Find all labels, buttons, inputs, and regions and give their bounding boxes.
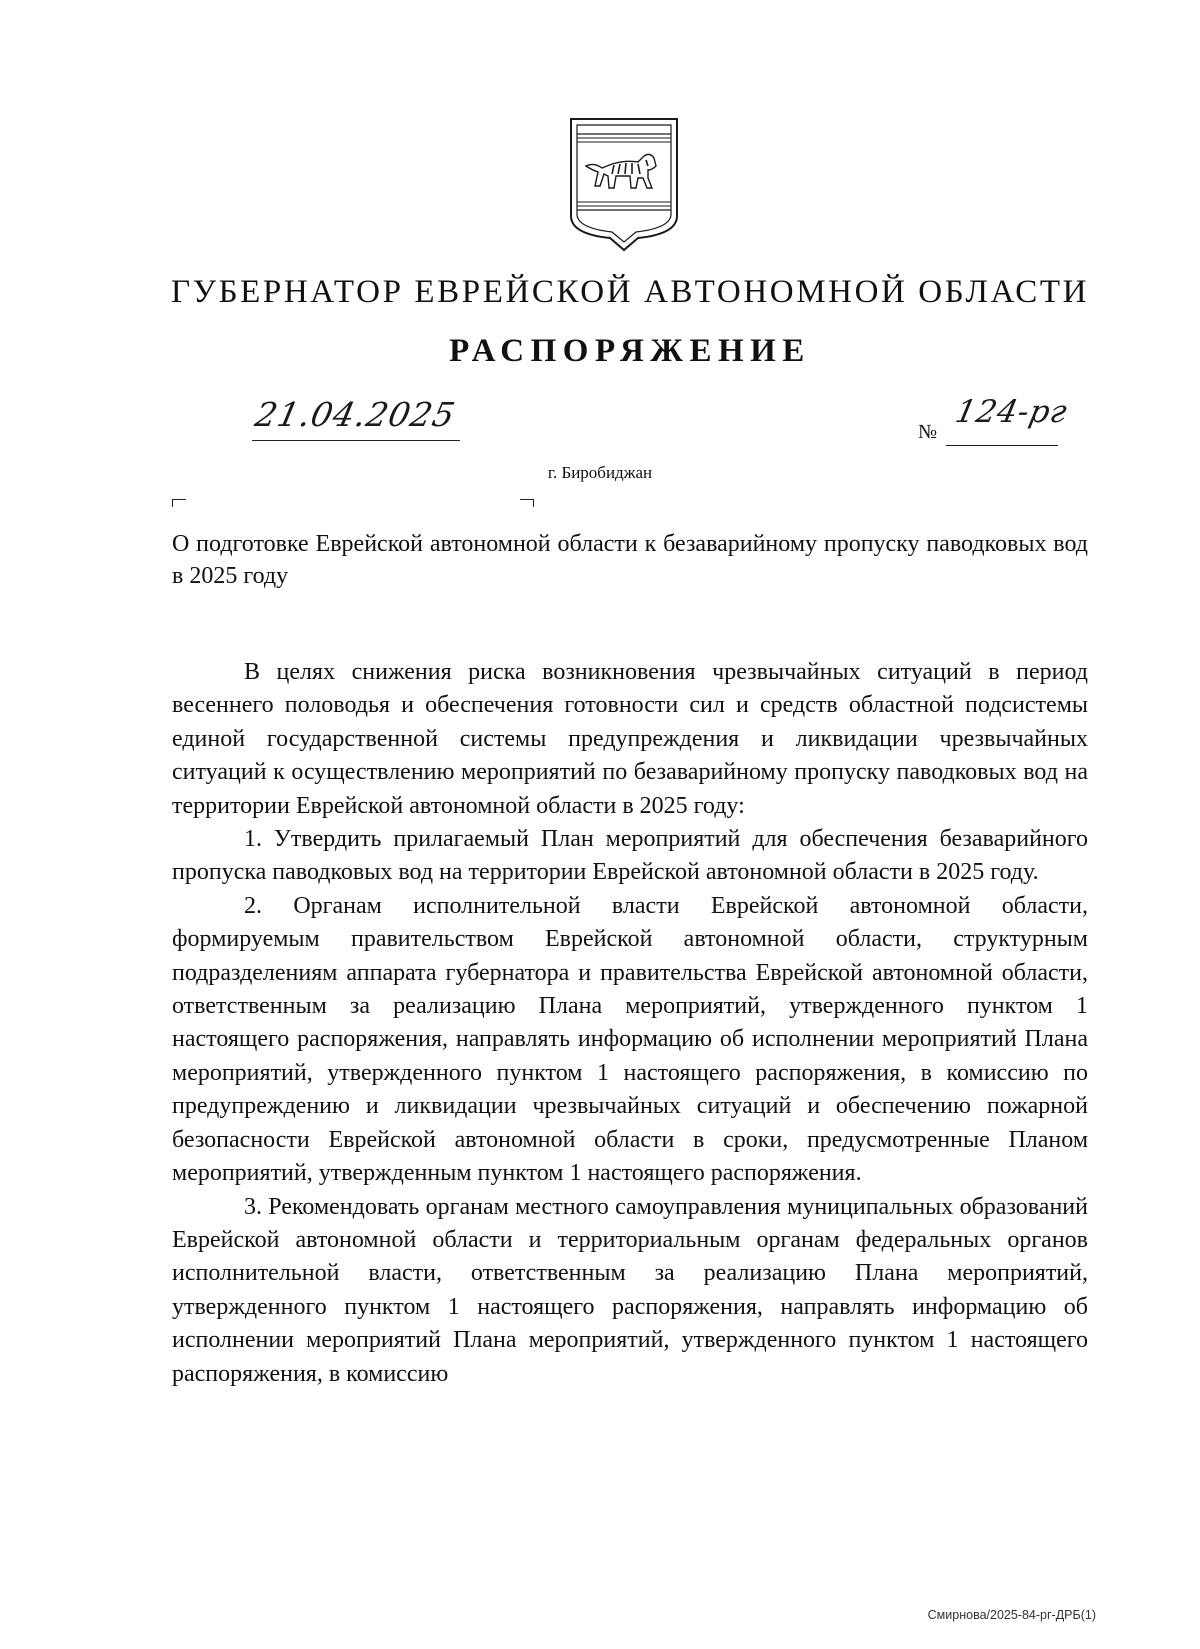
handwritten-date: 21.04.2025 (251, 395, 460, 434)
preamble-paragraph: В целях снижения риска возникновения чрезвычайных ситуаций в период весеннего половодья и обеспечения готовности сил и средств областной подсистемы единой государственной системы предупреждения и ликвидации чрезвычайных ситуаций к осуществлению мероприятий по безаварийному пропуску паводковых вод на территории Еврейской автономной области в 2025 году: (172, 659, 1088, 819)
coat-of-arms-icon (568, 116, 680, 252)
item-paragraph-2: 2. Органам исполнительной власти Еврейской автономной области, формируемым правительством Еврейской автономной области, структурным подразделениям аппарата губернатора и правительства Еврейской автономной области, ответственным за реализацию Плана мероприятий, утвержденного пунктом 1 настоящего распоряжения, направлять информацию об исполнении мероприятий Плана мероприятий, утвержденного пунктом 1 настоящего распоряжения, в комиссию по предупреждению и ликвидации чрезвычайных ситуаций и обеспечению пожарной безопасности Еврейской автономной области в сроки, предусмотренные Планом мероприятий, утвержденным пунктом 1 настоящего распоряжения. (172, 892, 1088, 1187)
issuing-authority: ГУБЕРНАТОР ЕВРЕЙСКОЙ АВТОНОМНОЙ ОБЛАСТИ (170, 274, 1090, 310)
footer-document-code: Смирнова/2025-84-рг-ДРБ(1) (927, 1608, 1096, 1622)
number-sign: № (918, 421, 938, 443)
document-type: РАСПОРЯЖЕНИЕ (449, 333, 811, 369)
date-field (252, 395, 460, 441)
city-line: г. Биробиджан (547, 463, 653, 482)
document-body (172, 656, 1088, 1391)
item-paragraph-1: 1. Утвердить прилагаемый План мероприятий для обеспечения безаварийного пропуска паводковых вод на территории Еврейской автономной области в 2025 году. (172, 826, 1088, 886)
document-title: О подготовке Еврейской автономной области к безаварийному пропуску паводковых вод в 2025 году (172, 531, 1088, 589)
document-number-field (918, 394, 1071, 446)
date-underline (252, 440, 460, 441)
title-corner-left (172, 499, 186, 507)
handwritten-number: 124-рг (952, 394, 1071, 430)
number-underline (946, 445, 1058, 446)
title-corner-right (520, 499, 534, 507)
item-paragraph-3: 3. Рекомендовать органам местного самоуправления муниципальных образований Еврейской автономной области и территориальным органам федеральных органов исполнительной власти, ответственным за реализацию Плана мероприятий, утвержденного пунктом 1 настоящего распоряжения, направлять информацию об исполнении мероприятий Плана мероприятий, утвержденного пунктом 1 настоящего распоряжения, в комиссию (172, 1193, 1088, 1387)
